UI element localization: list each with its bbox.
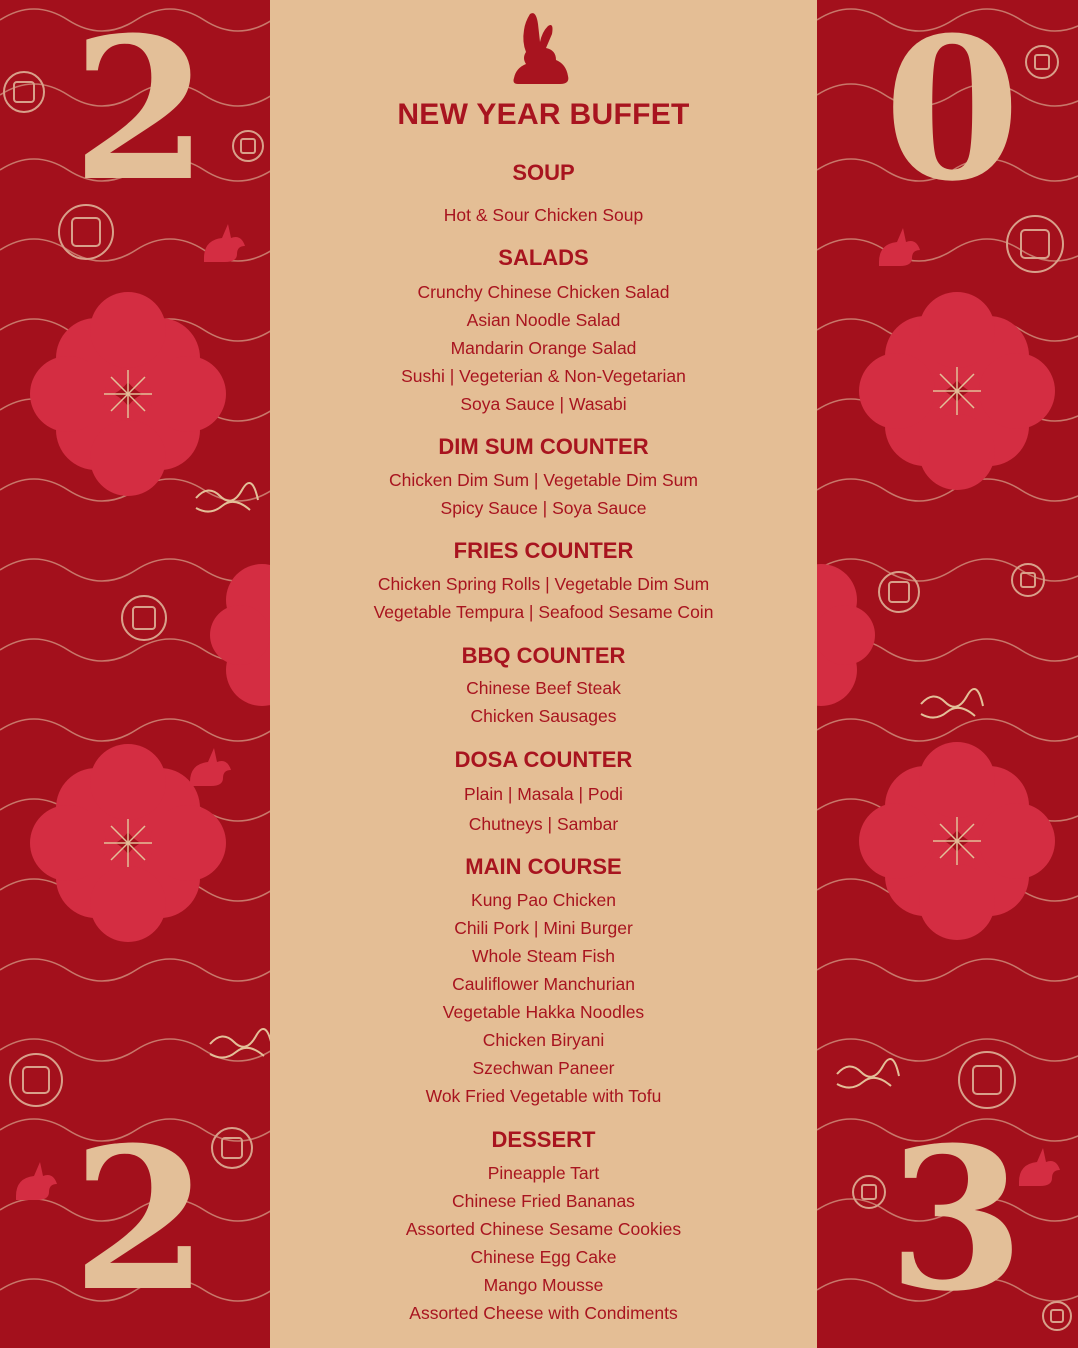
menu-item: Chinese Egg Cake bbox=[470, 1247, 617, 1267]
flower-icon bbox=[30, 292, 226, 496]
section-heading-soup: SOUP bbox=[512, 160, 575, 185]
menu-item: Whole Steam Fish bbox=[472, 946, 615, 966]
menu-panel bbox=[270, 0, 817, 1348]
menu-item: Cauliflower Manchurian bbox=[452, 974, 635, 994]
menu-item: Plain | Masala | Podi bbox=[464, 784, 623, 804]
rabbit-icon bbox=[506, 10, 578, 88]
menu-item: Chicken Sausages bbox=[470, 706, 617, 726]
year-digit-4: 3 bbox=[888, 1105, 1025, 1335]
menu-item: Assorted Chinese Sesame Cookies bbox=[405, 1219, 682, 1239]
section-heading-dim-sum: DIM SUM COUNTER bbox=[438, 434, 649, 459]
menu-item: Sushi | Vegeterian & Non-Vegetarian bbox=[401, 366, 686, 386]
menu-item: Vegetable Hakka Noodles bbox=[442, 1002, 645, 1022]
menu-item: Asian Noodle Salad bbox=[466, 310, 621, 330]
section-heading-fries: FRIES COUNTER bbox=[453, 538, 634, 563]
section-heading-main-course: MAIN COURSE bbox=[465, 854, 622, 879]
menu-item: Szechwan Paneer bbox=[472, 1058, 615, 1078]
section-heading-bbq: BBQ COUNTER bbox=[461, 643, 626, 668]
menu-item: Chinese Fried Bananas bbox=[452, 1191, 635, 1211]
menu-item: Spicy Sauce | Soya Sauce bbox=[440, 498, 647, 518]
year-digit-2: 0 bbox=[884, 0, 1021, 225]
menu-item: Chicken Dim Sum | Vegetable Dim Sum bbox=[389, 470, 698, 490]
menu-item: Pineapple Tart bbox=[487, 1163, 600, 1183]
menu-item: Kung Pao Chicken bbox=[471, 890, 616, 910]
menu-item: Vegetable Tempura | Seafood Sesame Coin bbox=[373, 602, 714, 622]
section-heading-dosa: DOSA COUNTER bbox=[454, 747, 633, 772]
menu-item: Crunchy Chinese Chicken Salad bbox=[417, 282, 670, 302]
menu-item: Soya Sauce | Wasabi bbox=[460, 394, 627, 414]
year-digit-3: 2 bbox=[72, 1105, 209, 1335]
menu-item: Wok Fried Vegetable with Tofu bbox=[425, 1086, 662, 1106]
menu-item: Chutneys | Sambar bbox=[468, 814, 619, 834]
menu-item: Hot & Sour Chicken Soup bbox=[443, 205, 644, 225]
menu-item: Chicken Spring Rolls | Vegetable Dim Sum bbox=[377, 574, 710, 594]
section-heading-dessert: DESSERT bbox=[491, 1127, 596, 1152]
menu-item: Chili Pork | Mini Burger bbox=[454, 918, 633, 938]
menu-item: Chinese Beef Steak bbox=[466, 678, 621, 698]
menu-title: NEW YEAR BUFFET bbox=[397, 98, 690, 131]
year-digit-1: 2 bbox=[72, 0, 209, 225]
section-heading-salads: SALADS bbox=[498, 245, 589, 270]
menu-item: Chicken Biryani bbox=[482, 1030, 605, 1050]
menu-item: Mandarin Orange Salad bbox=[450, 338, 637, 358]
menu-item: Assorted Cheese with Condiments bbox=[409, 1303, 678, 1323]
menu-item: Mango Mousse bbox=[483, 1275, 604, 1295]
